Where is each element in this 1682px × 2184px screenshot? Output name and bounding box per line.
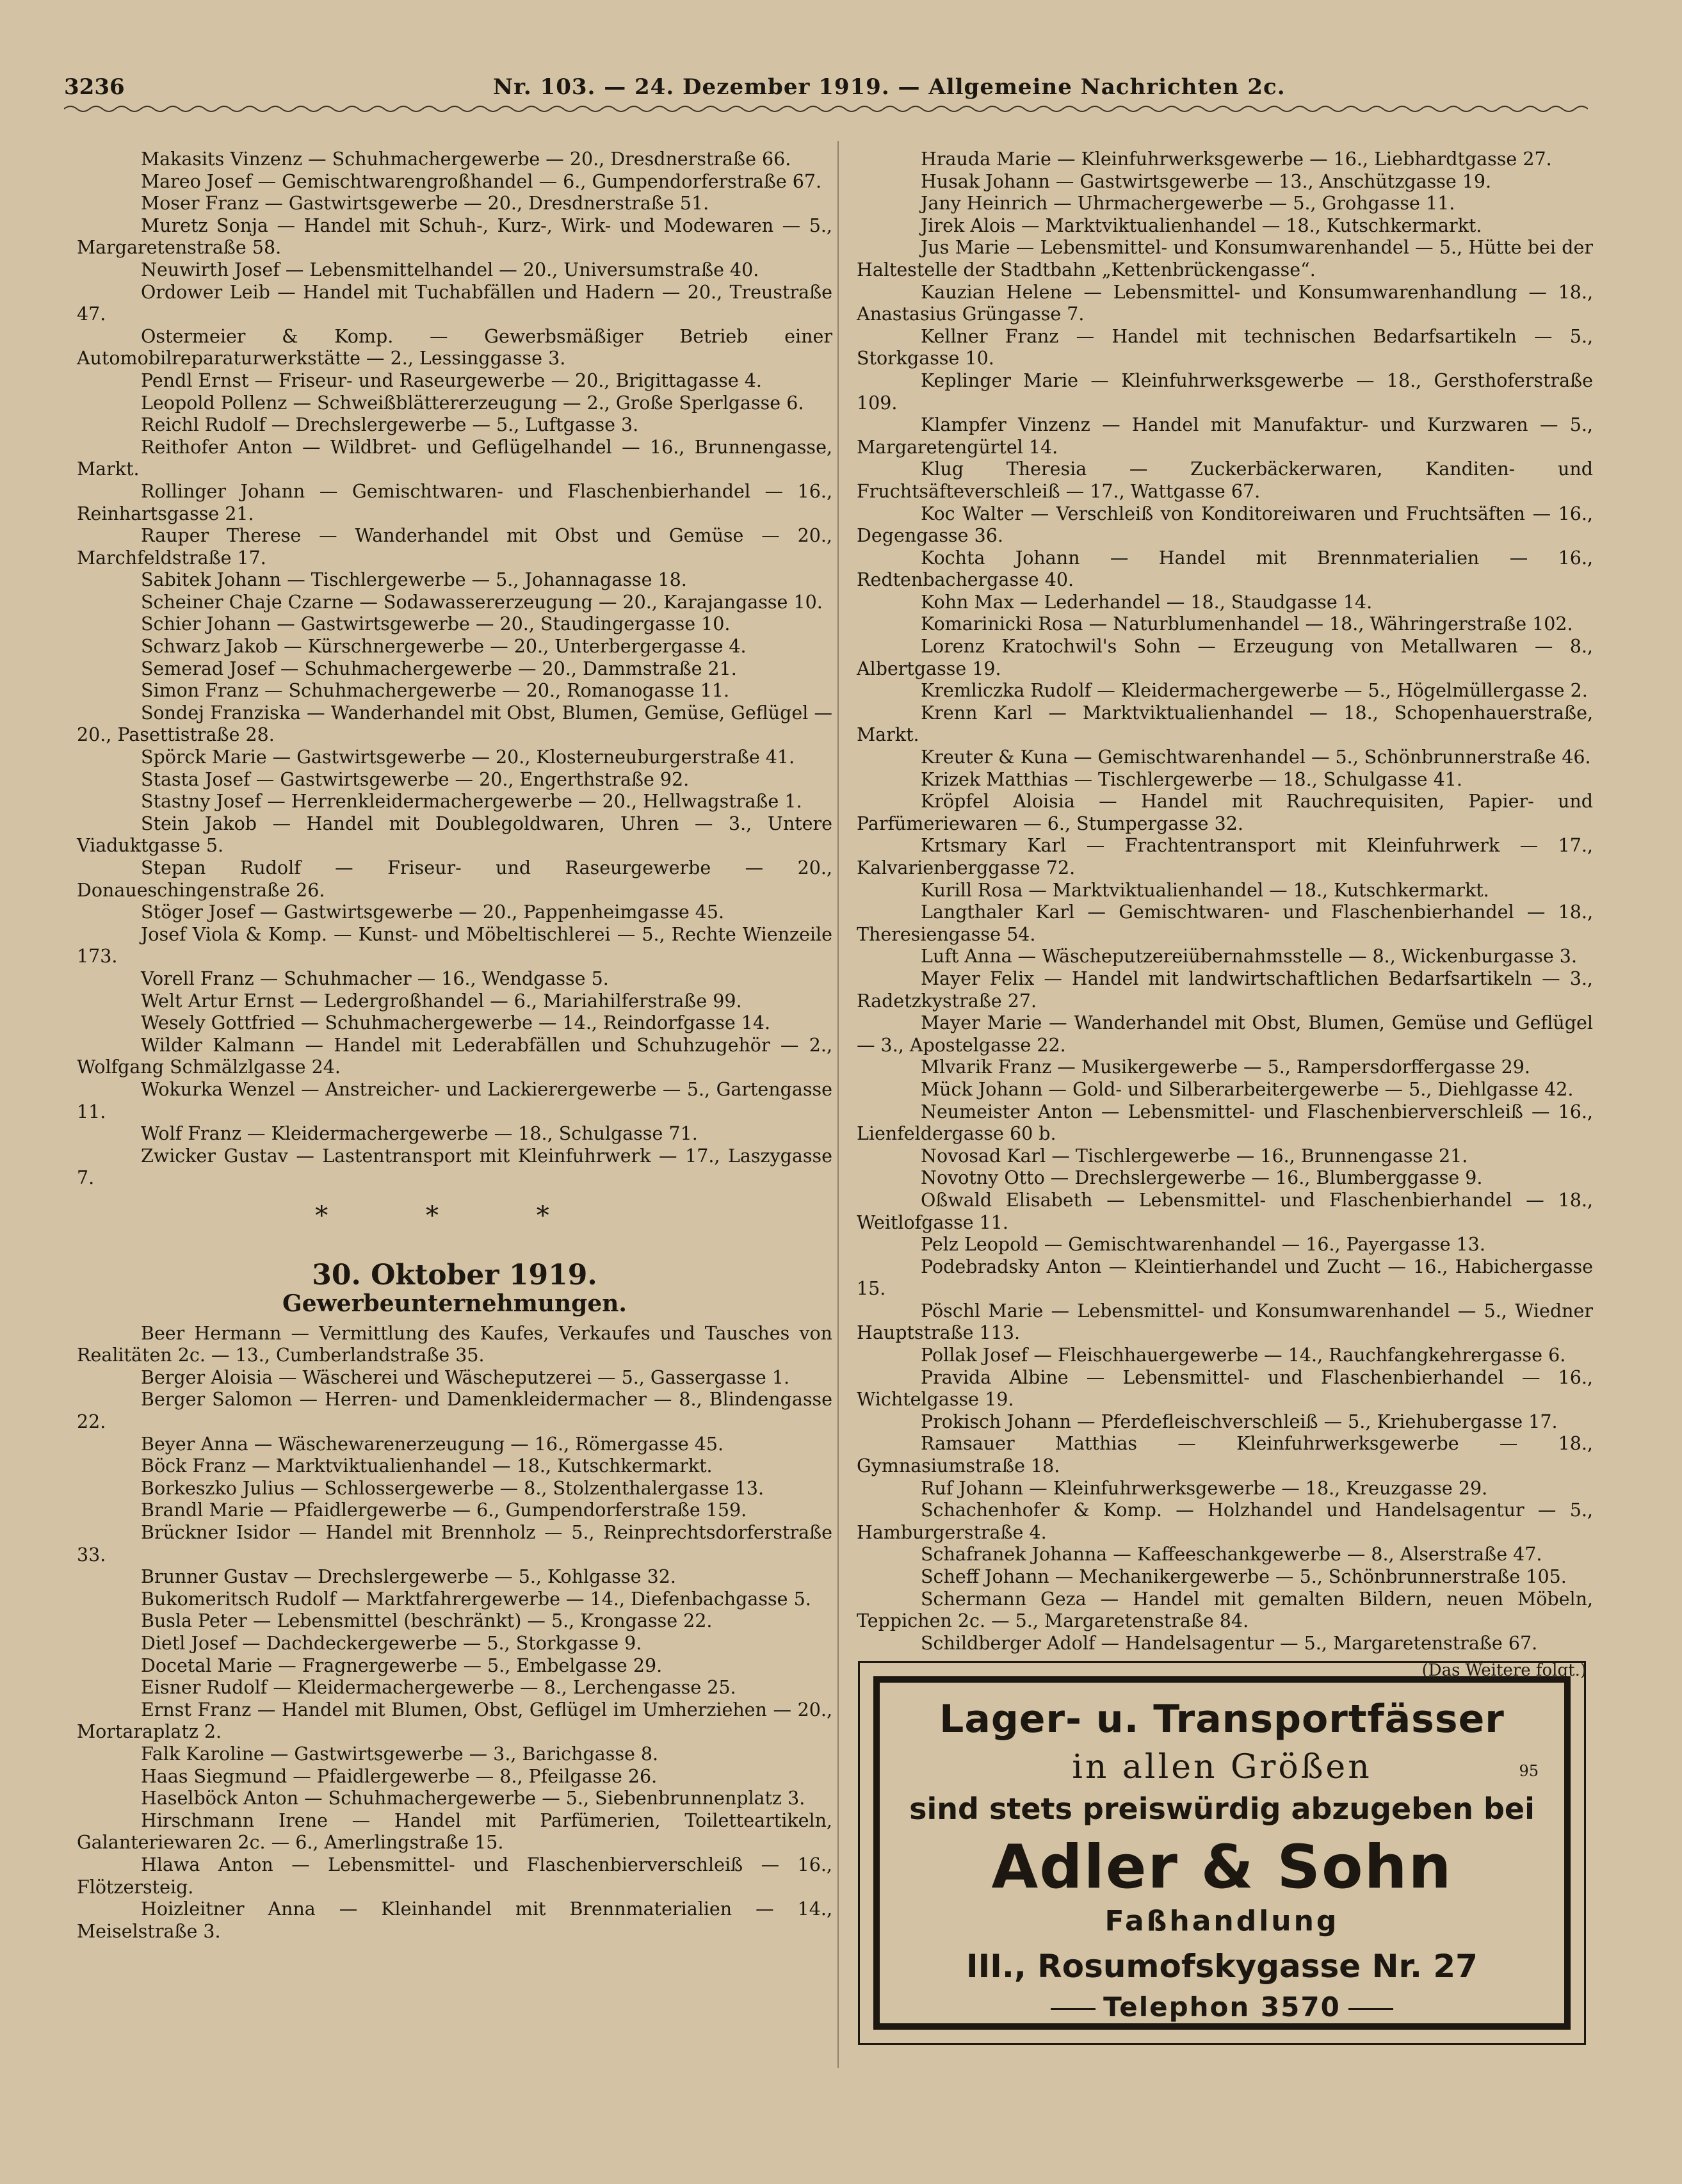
continued-note: (Das Weitere folgt.) xyxy=(1421,1661,1587,1681)
left-column xyxy=(77,149,832,1943)
list-item: Oßwald Elisabeth — Lebensmittel- und Flaschenbierhandel — 18., Weitlofgasse 11. xyxy=(857,1189,1593,1233)
section-separator: * * * xyxy=(315,1201,594,1231)
ad-headline: Lager- u. Transportfässer xyxy=(939,1697,1505,1742)
list-item: Rauper Therese — Wanderhandel mit Obst und Gemüse — 20., Marchfeldstraße 17. xyxy=(77,525,832,569)
column-divider xyxy=(837,141,839,2068)
list-item: Ernst Franz — Handel mit Blumen, Obst, Geflügel im Umherziehen — 20., Mortaraplatz 2. xyxy=(77,1699,832,1743)
list-item: Kellner Franz — Handel mit technischen Bedarfsartikeln — 5., Storkgasse 10. xyxy=(857,325,1593,369)
list-item: Sondej Franziska — Wanderhandel mit Obst, Blumen, Gemüse, Geflügel — 20., Pasettistraße 28. xyxy=(77,702,832,746)
list-item: Moser Franz — Gastwirtsgewerbe — 20., Dresdnerstraße 51. xyxy=(141,193,709,214)
list-item: Kurill Rosa — Marktviktualienhandel — 18., Kutschkermarkt. xyxy=(921,879,1489,901)
list-item: Hirschmann Irene — Handel mit Parfümerien, Toiletteartikeln, Galanteriewaren 2c. — 6., Amerlingstraße 15. xyxy=(77,1809,832,1854)
list-item: Scheiner Chaje Czarne — Sodawassererzeugung — 20., Karajangasse 10. xyxy=(141,591,823,613)
list-item: Klug Theresia — Zuckerbäckerwaren, Kanditen- und Fruchtsäfteverschleiß — 17., Wattgasse 67. xyxy=(857,458,1593,502)
list-item: Neuwirth Josef — Lebensmittelhandel — 20., Universumstraße 40. xyxy=(141,259,759,280)
entry-list-2 xyxy=(77,1323,832,1943)
list-item: Reichl Rudolf — Drechslergewerbe — 5., Luftgasse 3. xyxy=(141,414,639,436)
list-item: Beer Hermann — Vermittlung des Kaufes, Verkaufes und Tausches von Realitäten 2c. — 13., Cumberlandstraße 35. xyxy=(77,1322,832,1366)
list-item: Krizek Matthias — Tischlergewerbe — 18., Schulgasse 41. xyxy=(921,768,1462,790)
list-item: Böck Franz — Marktviktualienhandel — 18., Kutschkermarkt. xyxy=(141,1455,713,1477)
right-column xyxy=(857,149,1593,1682)
list-item: Schier Johann — Gastwirtsgewerbe — 20., Staudingergasse 10. xyxy=(141,613,731,635)
list-item: Falk Karoline — Gastwirtsgewerbe — 3., Barichgasse 8. xyxy=(141,1743,659,1765)
list-item: Klampfer Vinzenz — Handel mit Manufaktur- und Kurzwaren — 5., Margaretengürtel 14. xyxy=(857,414,1593,458)
ad-phone xyxy=(880,1991,1564,2023)
list-item: Dietl Josef — Dachdeckergewerbe — 5., Storkgasse 9. xyxy=(141,1633,642,1654)
list-item: Schermann Geza — Handel mit gemalten Bildern, neuen Möbeln, Teppichen 2c. — 5., Margaretenstraße 84. xyxy=(857,1588,1593,1632)
list-item: Wokurka Wenzel — Anstreicher- und Lackierergewerbe — 5., Gartengasse 11. xyxy=(77,1078,832,1122)
list-item: Pravida Albine — Lebensmittel- und Flaschenbierhandel — 16., Wichtelgasse 19. xyxy=(857,1366,1593,1411)
list-item: Brunner Gustav — Drechslergewerbe — 5., Kohlgasse 32. xyxy=(141,1566,676,1588)
list-item: Stastny Josef — Herrenkleidermachergewerbe — 20., Hellwagstraße 1. xyxy=(141,791,802,813)
list-item: Lorenz Kratochwil's Sohn — Erzeugung von Metallwaren — 8., Albertgasse 19. xyxy=(857,636,1593,679)
list-item: Pelz Leopold — Gemischtwarenhandel — 16., Payergasse 13. xyxy=(921,1234,1485,1256)
list-item: Berger Salomon — Herren- und Damenkleidermacher — 8., Blindengasse 22. xyxy=(77,1389,832,1433)
page-header xyxy=(64,69,1556,108)
list-item: Wolf Franz — Kleidermachergewerbe — 18., Schulgasse 71. xyxy=(141,1123,698,1145)
list-item: Mareo Josef — Gemischtwarengroßhandel — 6., Gumpendorferstraße 67. xyxy=(141,170,822,192)
list-item: Leopold Pollenz — Schweißblättererzeugung — 2., Große Sperlgasse 6. xyxy=(141,392,804,414)
list-item: Scheff Johann — Mechanikergewerbe — 5., Schönbrunnerstraße 105. xyxy=(921,1566,1567,1587)
list-item: Prokisch Johann — Pferdefleischverschleiß — 5., Kriehubergasse 17. xyxy=(921,1411,1558,1432)
ad-offer-text: sind stets preiswürdig abzugeben bei xyxy=(909,1792,1535,1826)
list-item: Jirek Alois — Marktviktualienhandel — 18., Kutschkermarkt. xyxy=(921,214,1482,236)
list-item: Kreuter & Kuna — Gemischtwarenhandel — 5., Schönbrunnerstraße 46. xyxy=(921,747,1591,768)
ad-firm-name: Adler & Sohn xyxy=(991,1832,1453,1902)
list-item: Stein Jakob — Handel mit Doublegoldwaren, Uhren — 3., Untere Viaduktgasse 5. xyxy=(77,813,832,857)
list-item: Busla Peter — Lebensmittel (beschränkt) — 5., Krongasse 22. xyxy=(141,1610,713,1632)
list-item: Rollinger Johann — Gemischtwaren- und Flaschenbierhandel — 16., Reinhartsgasse 21. xyxy=(77,480,832,524)
list-item: Eisner Rudolf — Kleidermachergewerbe — 8., Lerchengasse 25. xyxy=(141,1677,736,1699)
list-item: Wilder Kalmann — Handel mit Lederabfällen und Schuhzugehör — 2., Wolfgang Schmälzlgasse 24. xyxy=(77,1034,832,1078)
list-item: Novosad Karl — Tischlergewerbe — 16., Brunnengasse 21. xyxy=(921,1145,1468,1167)
list-item: Mlvarik Franz — Musikergewerbe — 5., Rampersdorffergasse 29. xyxy=(921,1056,1530,1078)
list-item: Beyer Anna — Wäschewarenerzeugung — 16., Römergasse 45. xyxy=(141,1433,724,1455)
list-item: Kremliczka Rudolf — Kleidermachergewerbe — 5., Högelmüllergasse 2. xyxy=(921,680,1588,702)
list-item: Zwicker Gustav — Lastentransport mit Kleinfuhrwerk — 17., Laszygasse 7. xyxy=(77,1145,832,1189)
list-item: Schafranek Johanna — Kaffeeschankgewerbe — 8., Alserstraße 47. xyxy=(921,1544,1542,1565)
date-heading: 30. Oktober 1919. xyxy=(312,1258,597,1291)
list-item: Pöschl Marie — Lebensmittel- und Konsumwarenhandel — 5., Wiedner Hauptstraße 113. xyxy=(857,1300,1593,1344)
list-item: Luft Anna — Wäscheputzereiübernahmsstelle — 8., Wickenburgasse 3. xyxy=(921,946,1577,967)
list-item: Stasta Josef — Gastwirtsgewerbe — 20., Engerthstraße 92. xyxy=(141,768,690,790)
list-item: Mayer Felix — Handel mit landwirtschaftlichen Bedarfsartikeln — 3., Radetzkystraße 27. xyxy=(857,967,1593,1012)
list-item: Reithofer Anton — Wildbret- und Geflügelhandel — 16., Brunnengasse, Markt. xyxy=(77,436,832,480)
list-item: Schildberger Adolf — Handelsagentur — 5., Margaretenstraße 67. xyxy=(921,1632,1538,1654)
header-wavy-rule xyxy=(64,104,1588,114)
ad-address: III., Rosumofskygasse Nr. 27 xyxy=(966,1948,1478,1985)
list-item: Ruf Johann — Kleinfuhrwerksgewerbe — 18., Kreuzgasse 29. xyxy=(921,1477,1488,1499)
list-item: Sabitek Johann — Tischlergewerbe — 5., Johannagasse 18. xyxy=(141,569,687,591)
list-item: Kohn Max — Lederhandel — 18., Staudgasse 14. xyxy=(921,591,1373,613)
list-item: Kröpfel Aloisia — Handel mit Rauchrequisiten, Papier- und Parfümeriewaren — 6., Stumpergasse 32. xyxy=(857,791,1593,834)
list-item: Mayer Marie — Wanderhandel mit Obst, Blumen, Gemüse und Geflügel — 3., Apostelgasse 22. xyxy=(857,1012,1593,1056)
ad-subline-text: in allen Größen xyxy=(1072,1748,1372,1786)
list-item: Docetal Marie — Fragnergewerbe — 5., Embelgasse 29. xyxy=(141,1654,663,1676)
header-title: Nr. 103. — 24. Dezember 1919. — Allgemeine Nachrichten 2c. xyxy=(493,74,1286,100)
list-item: Brückner Isidor — Handel mit Brennholz — 5., Reinprechtsdorferstraße 33. xyxy=(77,1522,832,1565)
section-heading: Gewerbeunternehmungen. xyxy=(282,1290,627,1318)
list-item: Krtsmary Karl — Frachtentransport mit Kleinfuhrwerk — 17., Kalvarienberggasse 72. xyxy=(857,835,1593,878)
list-item: Brandl Marie — Pfaidlergewerbe — 6., Gumpendorferstraße 159. xyxy=(141,1500,747,1521)
list-item: Haas Siegmund — Pfaidlergewerbe — 8., Pfeilgasse 26. xyxy=(141,1765,658,1787)
list-item: Kochta Johann — Handel mit Brennmaterialien — 16., Redtenbachergasse 40. xyxy=(857,547,1593,591)
list-item: Krenn Karl — Marktviktualienhandel — 18., Schopenhauerstraße, Markt. xyxy=(857,702,1593,746)
list-item: Spörck Marie — Gastwirtsgewerbe — 20., Klosterneuburgerstraße 41. xyxy=(141,747,795,768)
list-item: Josef Viola & Komp. — Kunst- und Möbeltischlerei — 5., Rechte Wienzeile 173. xyxy=(77,923,832,967)
list-item: Haselböck Anton — Schuhmachergewerbe — 5., Siebenbrunnenplatz 3. xyxy=(141,1788,805,1809)
list-item: Stepan Rudolf — Friseur- und Raseurgewerbe — 20., Donaueschingenstraße 26. xyxy=(77,857,832,901)
list-item: Bukomeritsch Rudolf — Marktfahrergewerbe — 14., Diefenbachgasse 5. xyxy=(141,1588,811,1610)
list-item: Hlawa Anton — Lebensmittel- und Flaschenbierverschleiß — 16., Flötzersteig. xyxy=(77,1854,832,1898)
list-item: Ramsauer Matthias — Kleinfuhrwerksgewerbe — 18., Gymnasiumstraße 18. xyxy=(857,1433,1593,1477)
list-item: Hoizleitner Anna — Kleinhandel mit Brennmaterialien — 14., Meiselstraße 3. xyxy=(77,1898,832,1942)
ad-number: 95 xyxy=(1519,1762,1539,1780)
list-item: Ordower Leib — Handel mit Tuchabfällen und Hadern — 20., Treustraße 47. xyxy=(77,281,832,325)
list-item: Jany Heinrich — Uhrmachergewerbe — 5., Grohgasse 11. xyxy=(921,193,1455,214)
ad-rule-right xyxy=(1348,2008,1393,2010)
list-item: Vorell Franz — Schuhmacher — 16., Wendgasse 5. xyxy=(141,967,609,989)
list-item: Langthaler Karl — Gemischtwaren- und Flaschenbierhandel — 18., Theresiengasse 54. xyxy=(857,902,1593,945)
list-item: Koc Walter — Verschleiß von Konditoreiwaren und Fruchtsäften — 16., Degengasse 36. xyxy=(857,503,1593,547)
advertisement xyxy=(873,1676,1571,2030)
list-item: Welt Artur Ernst — Ledergroßhandel — 6., Mariahilferstraße 99. xyxy=(141,990,742,1012)
list-item: Makasits Vinzenz — Schuhmachergewerbe — 20., Dresdnerstraße 66. xyxy=(141,149,791,170)
list-item: Podebradsky Anton — Kleintierhandel und Zucht — 16., Habichergasse 15. xyxy=(857,1256,1593,1300)
list-item: Borkeszko Julius — Schlossergewerbe — 8., Stolzenthalergasse 13. xyxy=(141,1477,764,1499)
ad-rule-left xyxy=(1051,2008,1096,2010)
ad-subline xyxy=(880,1748,1564,1786)
list-item: Wesely Gottfried — Schuhmachergewerbe — 14., Reindorfgasse 14. xyxy=(141,1012,771,1034)
list-item: Pendl Ernst — Friseur- und Raseurgewerbe — 20., Brigittagasse 4. xyxy=(141,369,762,391)
list-item: Hrauda Marie — Kleinfuhrwerksgewerbe — 16., Liebhardtgasse 27. xyxy=(921,149,1552,170)
page-number: 3236 xyxy=(64,74,125,100)
list-item: Ostermeier & Komp. — Gewerbsmäßiger Betrieb einer Automobilreparaturwerkstätte — 2., Lessinggasse 3. xyxy=(77,325,832,369)
list-item: Muretz Sonja — Handel mit Schuh-, Kurz-, Wirk- und Modewaren — 5., Margaretenstraße 58. xyxy=(77,214,832,259)
list-item: Novotny Otto — Drechslergewerbe — 16., Blumberggasse 9. xyxy=(921,1167,1483,1189)
list-item: Pollak Josef — Fleischhauergewerbe — 14., Rauchfangkehrergasse 6. xyxy=(921,1345,1566,1366)
list-item: Semerad Josef — Schuhmachergewerbe — 20., Dammstraße 21. xyxy=(141,658,737,679)
ad-phone-text: Telephon 3570 xyxy=(1103,1991,1341,2023)
list-item: Mück Johann — Gold- und Silberarbeitergewerbe — 5., Diehlgasse 42. xyxy=(921,1078,1574,1100)
list-item: Jus Marie — Lebensmittel- und Konsumwarenhandel — 5., Hütte bei der Haltestelle der Stadtbahn „Kettenbrückengasse“. xyxy=(857,237,1593,280)
list-item: Stöger Josef — Gastwirtsgewerbe — 20., Pappenheimgasse 45. xyxy=(141,902,725,923)
list-item: Schwarz Jakob — Kürschnergewerbe — 20., Unterbergergasse 4. xyxy=(141,636,747,658)
ad-business-type: Faßhandlung xyxy=(1104,1905,1339,1937)
list-item: Schachenhofer & Komp. — Holzhandel und Handelsagentur — 5., Hamburgerstraße 4. xyxy=(857,1500,1593,1543)
list-item: Simon Franz — Schuhmachergewerbe — 20., Romanogasse 11. xyxy=(141,680,730,702)
list-item: Komarinicki Rosa — Naturblumenhandel — 18., Währingerstraße 102. xyxy=(921,613,1573,635)
list-item: Keplinger Marie — Kleinfuhrwerksgewerbe — 18., Gersthoferstraße 109. xyxy=(857,369,1593,414)
entry-list-1 xyxy=(77,149,832,1190)
list-item: Neumeister Anton — Lebensmittel- und Flaschenbierverschleiß — 16., Lienfeldergasse 60 b. xyxy=(857,1101,1593,1145)
list-item: Husak Johann — Gastwirtsgewerbe — 13., Anschützgasse 19. xyxy=(921,170,1492,192)
list-item: Kauzian Helene — Lebensmittel- und Konsumwarenhandlung — 18., Anastasius Grüngasse 7. xyxy=(857,281,1593,325)
list-item: Berger Aloisia — Wäscherei und Wäscheputzerei — 5., Gassergasse 1. xyxy=(141,1366,790,1388)
entry-list-3 xyxy=(857,149,1593,1654)
